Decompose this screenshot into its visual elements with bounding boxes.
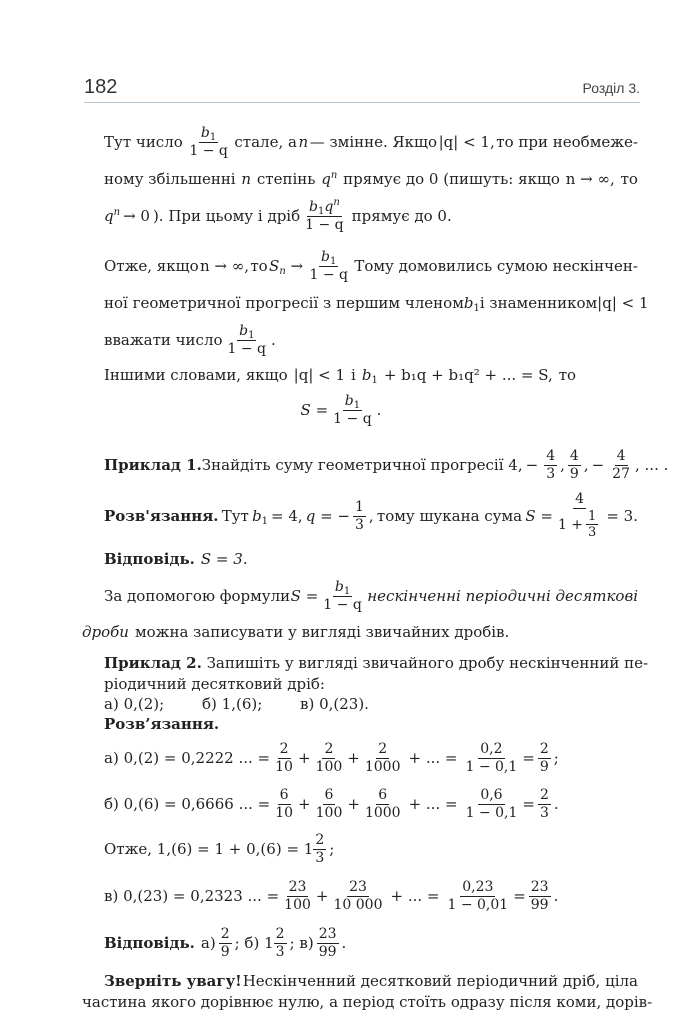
fraction: $\frac{2}{3}$ [315, 831, 325, 866]
value: = 4, [271, 506, 303, 525]
note-text: Нескінченний десятковий періодичний дріб, ціла [242, 971, 638, 990]
abs-q-condition: |q| < 1, [438, 132, 495, 151]
text: Тут число [104, 132, 183, 151]
text: — змінне. Якщо [309, 132, 438, 151]
answer-label: Відповідь. [104, 933, 195, 952]
fraction: $\frac{1}{3}$ [354, 498, 364, 533]
fraction-b1-over-1-q: $\frac{b_1}{1 - q}$ [333, 392, 372, 427]
n-to-infinity: n → ∞, [565, 169, 615, 188]
text: степінь [256, 169, 316, 188]
answer-value: S = 3. [200, 549, 248, 568]
fraction-result: $\frac{2}{9}$ [539, 740, 549, 775]
text: вважати число [104, 330, 223, 349]
fraction: $\frac{4}{3}$ [546, 447, 556, 482]
answer-text: ; б) 1 [234, 933, 274, 952]
text: ). При цьому і дріб [152, 206, 301, 225]
abs-q-condition: |q| < 1 [293, 365, 346, 384]
answer-label: Відповідь. [104, 549, 195, 568]
therefore-text: Отже, 1,(6) = 1 + 0,(6) = 1 [104, 839, 314, 858]
answer-text: ; в) [289, 933, 314, 952]
fraction-result: $\frac{2}{3}$ [539, 786, 549, 821]
example-text: ріодичний десятковий дріб: [104, 674, 325, 693]
solution-c-prefix: в) 0,(23) = 0,2323 ... = [104, 886, 280, 905]
text: Тому домовились сумою нескінчен- [354, 256, 638, 275]
text: прямує до 0. [351, 206, 452, 225]
period: . [376, 400, 382, 419]
fraction: $\frac{0,6}{1 - 0,1}$ [465, 786, 518, 821]
paragraph-3 [104, 362, 638, 432]
example-2: Приклад 2. Запишіть у вигляді звичайного дробу нескінченний пе- ріодичний десятковий дріб: а) 0,(2); б) 1,(6); в) 0,(23). Розв’язання. а) 0,(2) = 0,2222 ... = $\frac{2}{10}$ + $\frac{2}{100}$ + $\frac{2}{1000}$ + ... = $\frac{0,2}{1 - 0,1}$ = $\frac{2}{9}$ ; б) 0,(6) = 0,6666 ... = $\frac{6}{10}$ + $\frac{6}{100}$ + $\frac{6}{1000}$ + ... = $\frac{0,6}{1 - 0,1}$ = $\frac{2}{3}$ . Отже, 1,(6) = 1 + 0,(6) = 1 $\frac{2}{3}$ ; в) 0,(23) = 0,2323 ... = $\frac{23}{100}$ + $\frac{23}{10 000}$ + ... = $\frac{0,23}{1 - 0,01}$ = $\frac{23}{99}$ . Відповідь. а) $\frac{2}{9}$ ; б) 1 $\frac{2}{3}$ ; в) $\frac{23}{99}$ . [104, 653, 649, 960]
page-header [84, 76, 640, 103]
text: Отже, якщо [104, 256, 199, 275]
ellipsis: , ... . [635, 455, 669, 474]
fraction: $\frac{2}{10}$ [275, 740, 293, 775]
task-b: б) 1,(6); [202, 694, 263, 713]
italic-text: дроби [82, 622, 129, 641]
result: = 3. [606, 506, 638, 525]
q-power-n: $q^n$ [321, 169, 338, 188]
section-title: Розділ 3. [582, 80, 640, 96]
example-text: Запишіть у вигляді звичайного дробу нескінченний пе- [206, 653, 649, 672]
text: і знаменником [479, 293, 598, 312]
example-text: Знайдіть суму геометричної прогресії 4, [201, 455, 523, 474]
solution-b-prefix: б) 0,(6) = 0,6666 ... = [104, 794, 271, 813]
fraction: $\frac{2}{3}$ [275, 925, 285, 960]
series: + b₁q + b₁q² + ... = S, [383, 365, 553, 384]
to-zero: → 0 [123, 206, 150, 225]
fraction: $\frac{0,2}{1 - 0,1}$ [465, 740, 518, 775]
q-power-n: $q^n$ [104, 206, 121, 225]
period: . [271, 330, 276, 349]
var-n: n [298, 132, 309, 151]
text: Тут [221, 506, 249, 525]
fraction: $\frac{2}{1000}$ [364, 740, 401, 775]
page-number: 182 [84, 76, 118, 98]
b1: $b_1$ [361, 365, 378, 386]
solution-label: Розв’язання. [104, 714, 220, 733]
text: то при необмеже- [496, 132, 638, 151]
fraction: $\frac{4}{27}$ [612, 447, 630, 482]
fraction: $\frac{6}{10}$ [275, 786, 294, 821]
text: За допомогою формули [104, 586, 291, 605]
fraction: $\frac{23}{99}$ [318, 925, 337, 960]
sum-lhs: S = [525, 506, 553, 525]
note-text: частина якого дорівнює нулю, а період стоїть одразу після коми, дорів- [82, 992, 653, 1011]
example-label: Приклад 1. [104, 455, 202, 474]
note-label: Зверніть увагу! [104, 971, 242, 990]
text: і [351, 365, 356, 384]
text: то [250, 256, 268, 275]
fraction-b1-over-1-q: $\frac{b_1}{1 - q}$ [309, 248, 348, 283]
solution-a-prefix: а) 0,(2) = 0,2222 ... = [104, 748, 271, 767]
italic-text: нескінченні періодичні десяткові [367, 586, 638, 605]
paragraph-2 [104, 244, 649, 362]
text: стале, а [234, 132, 297, 151]
paragraph-4 [82, 574, 638, 646]
fraction-b1-over-1-q: $\frac{b_1}{1 - q}$ [189, 124, 228, 159]
fraction: $\frac{0,23}{1 - 0,01}$ [447, 878, 509, 913]
fraction: $\frac{6}{100}$ [315, 786, 343, 821]
complex-fraction: 4 1 + $\frac{1}{3}$ [557, 491, 597, 541]
example-1: Приклад 1. Знайдіть суму геометричної прогресії 4, − $\frac{4}{3}$ , $\frac{4}{9}$ , − $\frac{4}{27}$ , ... . Розв'язання. Тут $b_1$ = 4, q = − $\frac{1}{3}$ , тому шукана сума S = 4 1 + $\frac{1}{3}$ = 3. Відповідь. S = 3. [104, 447, 669, 568]
fraction-b1-over-1-q: $\frac{b_1}{1 - q}$ [227, 322, 267, 357]
text: прямує до 0 (пишуть: якщо [343, 169, 560, 188]
fraction-b1qn-over-1-q: $\frac{b_1q^n}{1 - q}$ [305, 196, 344, 233]
text: то [558, 365, 577, 384]
minus-sign: − [525, 455, 539, 474]
answer-text: а) [200, 933, 216, 952]
fraction: $\frac{23}{100}$ [284, 878, 311, 913]
paragraph-1 [104, 120, 638, 238]
n-to-infinity: n → ∞, [199, 256, 249, 275]
fraction: $\frac{4}{9}$ [569, 447, 579, 482]
text: можна записувати у вигляді звичайних дробів. [134, 622, 510, 641]
Sn-limit: $S_n$ → [269, 256, 304, 277]
var-n: n [241, 169, 252, 188]
fraction: $\frac{23}{10 000}$ [333, 878, 383, 913]
task-c: в) 0,(23). [300, 694, 369, 713]
example-label: Приклад 2. [104, 653, 202, 672]
fraction: $\frac{2}{9}$ [220, 925, 230, 960]
text: тому шукана сума [376, 506, 523, 525]
minus-sign: − [591, 455, 605, 474]
text: Іншими словами, якщо [104, 365, 288, 384]
note [82, 970, 653, 1012]
text: то [620, 169, 638, 188]
b1: $b_1$ [463, 293, 480, 314]
abs-q-condition: |q| < 1 [597, 293, 649, 312]
page-content [82, 120, 669, 1012]
b1: $b_1$ [252, 506, 269, 527]
fraction-result: $\frac{23}{99}$ [530, 878, 549, 913]
q-value: q = − [305, 506, 350, 525]
task-a: а) 0,(2); [104, 694, 165, 713]
text: ної геометричної прогресії з першим членом [104, 293, 464, 312]
fraction: $\frac{6}{1000}$ [364, 786, 401, 821]
solution-label: Розв'язання. [104, 506, 219, 525]
sum-formula-lhs: S = [300, 400, 329, 419]
sum-formula: S = $\frac{b_1}{1 - q}$ [290, 578, 362, 613]
fraction: $\frac{2}{100}$ [315, 740, 343, 775]
text: ному збільшенні [104, 169, 236, 188]
